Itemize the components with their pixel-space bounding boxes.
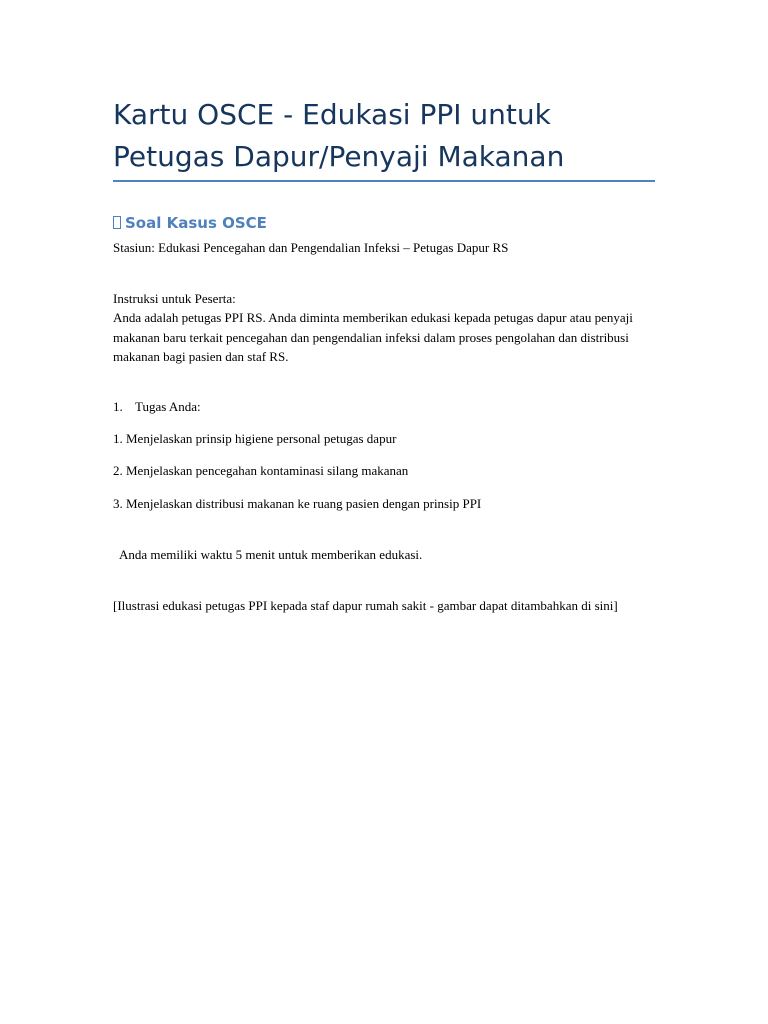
section-heading-text: Soal Kasus OSCE [125, 214, 267, 232]
task-item: 2. Menjelaskan pencegahan kontaminasi silang makanan [113, 463, 409, 478]
task-item: 1. Menjelaskan prinsip higiene personal petugas dapur [113, 431, 397, 446]
instructions-body: Anda adalah petugas PPI RS. Anda diminta memberikan edukasi kepada petugas dapur atau penyaji makanan baru terkait pencegahan dan pengendalian infeksi dalam proses pengolahan dan distribusi makanan bagi pasien dan staf RS. [113, 310, 633, 364]
section-heading [113, 212, 267, 234]
tasks-heading-label: Tugas Anda: [135, 399, 201, 414]
task-item: 3. Menjelaskan distribusi makanan ke ruang pasien dengan prinsip PPI [113, 496, 482, 511]
tasks-heading [113, 397, 201, 417]
illustration-placeholder: [Ilustrasi edukasi petugas PPI kepada staf dapur rumah sakit - gambar dapat ditambahkan di sini] [113, 598, 618, 613]
station-line: Stasiun: Edukasi Pencegahan dan Pengendalian Infeksi – Petugas Dapur RS [113, 240, 509, 255]
title-underline-divider [113, 180, 655, 182]
tasks-heading-number: 1. [113, 399, 123, 414]
time-note: Anda memiliki waktu 5 menit untuk memberikan edukasi. [119, 547, 423, 562]
instructions-label: Instruksi untuk Peserta: [113, 291, 236, 306]
document-title: Kartu OSCE - Edukasi PPI untuk Petugas Dapur/Penyaji Makanan [113, 98, 565, 173]
missing-glyph-box-icon [113, 216, 121, 229]
